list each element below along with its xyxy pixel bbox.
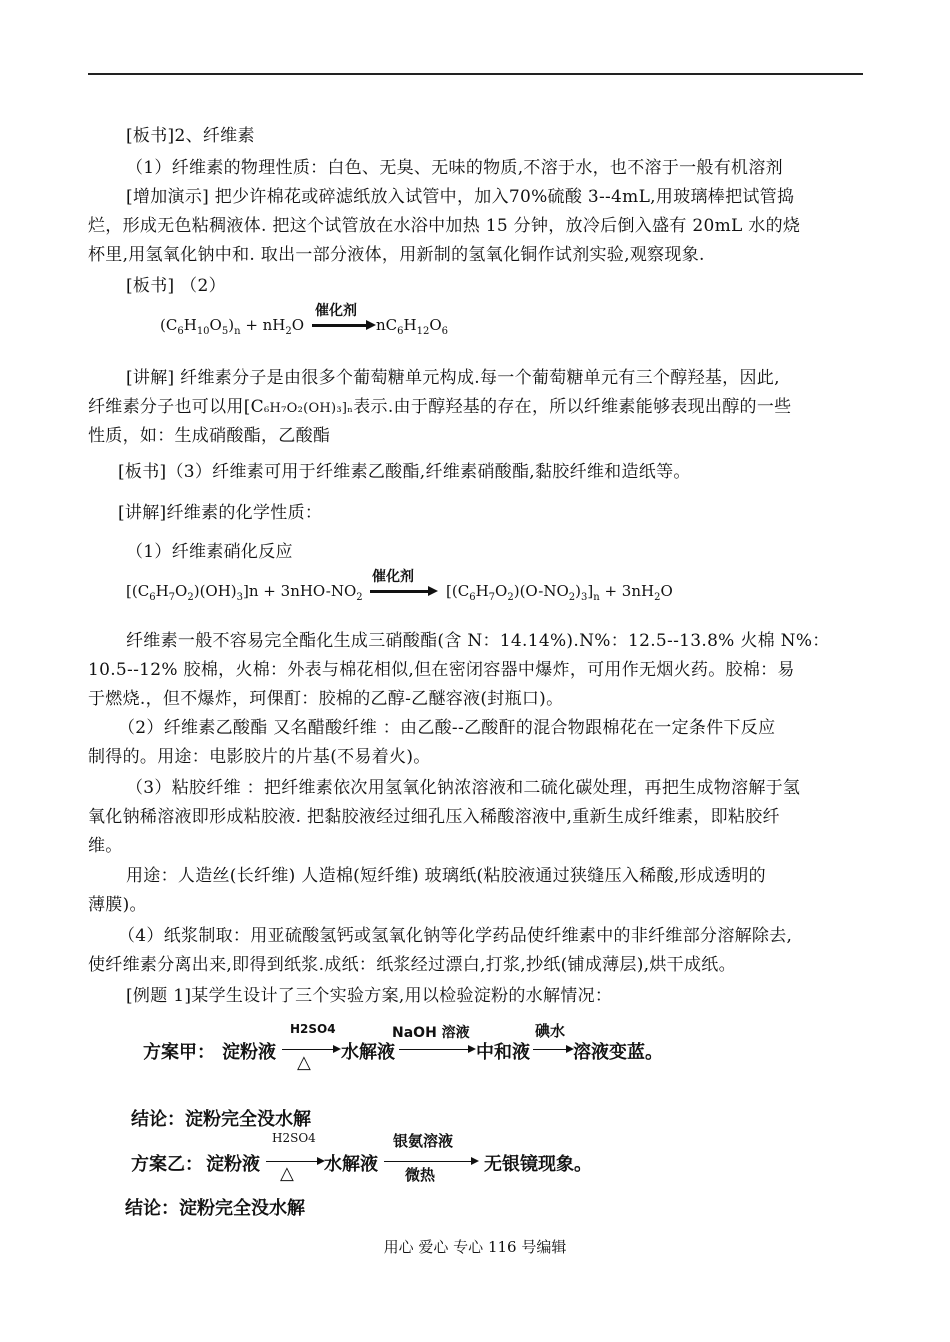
page-footer: 用心 爱心 专心 116 号编辑: [383, 1238, 567, 1256]
reaction-arrow: [399, 1049, 469, 1050]
equation-2-right: $[(C_6H_7O_2)(O-NO_2)_3]_n + 3nH_2O$: [446, 582, 673, 603]
scheme-b-start: 淀粉液: [206, 1154, 260, 1175]
arrow-head: [366, 320, 376, 330]
text-line: 10.5--12% 胶棉，火棉：外表与棉花相似,但在密闭容器中爆炸，可用作无烟火药。胶棉：易: [88, 660, 795, 680]
equation-1-left: $(C_6H_{10}O_5)_n + nH_2O$: [160, 316, 305, 337]
text-line: [讲解] 纤维素分子是由很多个葡萄糖单元构成.每一个葡萄糖单元有三个醇羟基，因此,: [126, 368, 780, 388]
text-line: 维。: [88, 836, 123, 856]
example-heading: [例题 1]某学生设计了三个实验方案,用以检验淀粉的水解情况：: [126, 986, 613, 1006]
scheme-b-result: 无银镜现象。: [484, 1154, 592, 1175]
heat-symbol: △: [280, 1163, 294, 1184]
reaction-arrow: [266, 1161, 318, 1162]
text-line: [板书] （2）: [126, 276, 226, 296]
scheme-a-start: 淀粉液: [222, 1042, 276, 1063]
reaction-arrow: [312, 324, 368, 327]
text-line: （2）纤维素乙酸酯 又名醋酸纤维 ：由乙酸--乙酸酐的混合物跟棉花在一定条件下反应: [118, 718, 776, 738]
catalyst-label: 催化剂: [372, 569, 414, 585]
text-line: 烂，形成无色粘稠液体. 把这个试管放在水浴中加热 15 分钟，放冷后倒入盛有 20mL 水的烧: [88, 216, 801, 236]
reagent-label: 银氨溶液: [393, 1132, 454, 1150]
heading-cellulose: [板书]2、纤维素: [126, 126, 255, 146]
scheme-b-label: 方案乙：: [131, 1154, 203, 1175]
text-line: 纤维素分子也可以用[C₆H₇O₂(OH)₃]ₙ表示.由于醇羟基的存在，所以纤维素能够表现出醇的一些: [88, 397, 792, 417]
equation-1-right: $nC_6H_{12}O_6$: [376, 316, 449, 337]
scheme-a-label: 方案甲：: [143, 1042, 215, 1063]
scheme-a-conclusion: 结论：淀粉完全没水解: [131, 1109, 311, 1130]
reagent-label: H2SO4: [272, 1131, 316, 1145]
reagent-label: NaOH 溶液: [392, 1025, 470, 1041]
condition-label: 微热: [405, 1166, 436, 1184]
text-line: 性质，如：生成硝酸酯，乙酸酯: [88, 426, 331, 446]
scheme-b-conclusion: 结论：淀粉完全没水解: [125, 1198, 305, 1219]
text-line: [增加演示] 把少许棉花或碎滤纸放入试管中，加入70%硫酸 3--4mL,用玻璃棒把试管捣: [126, 187, 795, 207]
text-line: [板书]（3）纤维素可用于纤维素乙酸酯,纤维素硝酸酯,黏胶纤维和造纸等。: [118, 462, 691, 482]
scheme-b-step: 水解液: [324, 1154, 378, 1175]
text-line: （3）粘胶纤维 ：把纤维素依次用氢氧化钠浓溶液和二硫化碳处理，再把生成物溶解于氢: [126, 778, 801, 798]
reaction-arrow: [533, 1049, 567, 1050]
reagent-label: H2SO4: [290, 1022, 336, 1036]
text-line: 使纤维素分离出来,即得到纸浆.成纸：纸浆经过漂白,打浆,抄纸(铺成薄层),烘干成纸。: [88, 955, 736, 975]
text-line: （1）纤维素的物理性质：白色、无臭、无味的物质,不溶于水，也不溶于一般有机溶剂: [126, 158, 783, 178]
text-line: 用途：人造丝(长纤维) 人造棉(短纤维) 玻璃纸(粘胶液通过狭缝压入稀酸,形成透明的: [126, 866, 766, 886]
reaction-arrow: [384, 1161, 472, 1162]
equation-2-left: $[(C_6H_7O_2)(OH)_3]n + 3nHO-NO_2$: [126, 582, 363, 603]
reaction-arrow: [370, 590, 430, 593]
text-line: 纤维素一般不容易完全酯化生成三硝酸酯(含 N：14.14%).N%：12.5--13.8% 火棉 N%：: [126, 631, 830, 651]
reaction-arrow: [282, 1049, 334, 1050]
heat-symbol: △: [297, 1052, 311, 1073]
arrow-head: [428, 586, 438, 596]
scheme-a-result: 溶液变蓝。: [573, 1042, 663, 1063]
arrow-head: [471, 1157, 479, 1165]
text-line: 于燃烧.，但不爆炸，珂倮酊：胶棉的乙醇-乙醚容液(封瓶口)。: [88, 689, 564, 709]
header-rule: [88, 73, 863, 75]
text-line: （1）纤维素硝化反应: [126, 542, 293, 562]
catalyst-label: 催化剂: [315, 303, 357, 319]
text-line: 氧化钠稀溶液即形成粘胶液. 把黏胶液经过细孔压入稀酸溶液中,重新生成纤维素，即粘胶纤: [88, 807, 780, 827]
text-line: （4）纸浆制取：用亚硫酸氢钙或氢氧化钠等化学药品使纤维素中的非纤维部分溶解除去,: [118, 926, 793, 946]
text-line: 杯里,用氢氧化钠中和. 取出一部分液体，用新制的氢氧化铜作试剂实验,观察现象.: [88, 245, 705, 265]
text-line: 制得的。用途：电影胶片的片基(不易着火)。: [88, 747, 431, 767]
arrow-head: [468, 1045, 476, 1053]
arrow-head: [333, 1045, 341, 1053]
scheme-a-step: 水解液: [341, 1042, 395, 1063]
text-line: 薄膜)。: [88, 895, 147, 915]
text-line: [讲解]纤维素的化学性质：: [118, 503, 323, 523]
reagent-label: 碘水: [535, 1022, 566, 1040]
scheme-a-step: 中和液: [476, 1042, 530, 1063]
